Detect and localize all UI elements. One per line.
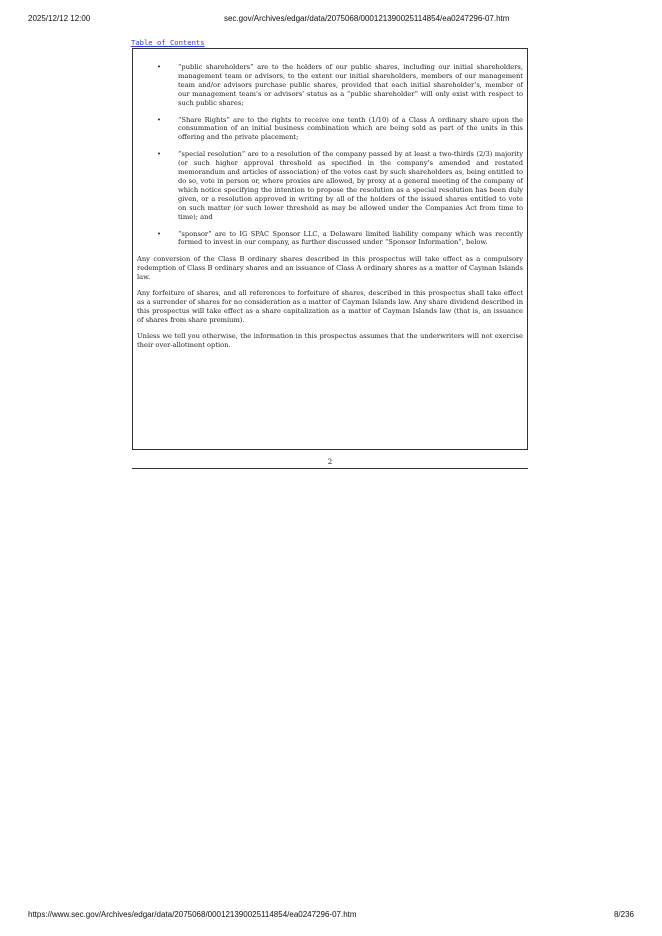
- definition-text: “special resolution” are to a resolution of the company passed by at least a two-thirds (2/3) majority (or such higher approval threshold as specified in the company’s amended and restated memorandum and articles of association) of the votes cast by such shareholders as, being entitled to do so, vote in person or, where proxies are allowed, by proxy at a general meeting of the company of which notice specifying the intention to propose the resolution as a special resolution has been duly given, or a resolution approved in writing by all of the holders of the issued shares entitled to vote on such matter (or such lower threshold as may be allowed under the Companies Act from time to time); and: [178, 150, 523, 221]
- definition-item: [137, 63, 523, 108]
- bullet-icon: •: [157, 229, 161, 238]
- bullet-icon: •: [157, 150, 161, 159]
- definitions-list: [137, 63, 523, 247]
- print-page-count: 8/236: [613, 910, 634, 919]
- conversion-paragraph: Any conversion of the Class B ordinary shares described in this prospectus will take effect as a compulsory redemption of Class B ordinary shares and an issuance of Class A ordinary shares as a matter of Cayman Islands law.: [137, 255, 523, 282]
- table-of-contents-link[interactable]: Table of Contents: [131, 38, 205, 47]
- print-datetime: 2025/12/12 12:00: [28, 14, 91, 23]
- document-content: [132, 48, 528, 450]
- definition-text: “sponsor” are to IG SPAC Sponsor LLC, a Delaware limited liability company which was recently formed to invest in our company, as further discussed under “Sponsor Information”, below.: [178, 229, 523, 247]
- bullet-icon: •: [157, 115, 161, 124]
- definition-text: “public shareholders” are to the holders of our public shares, including our initial shareholders, management team or advisors, to the extent our initial shareholders, members of our management team and/or advisors purchase public shares, provided that each initial shareholder’s, member of our management team’s or advisors’ status as a “public shareholder” will only exist with respect to such public shares;: [178, 63, 523, 107]
- assumption-paragraph: Unless we tell you otherwise, the information in this prospectus assumes that the underwriters will not exercise their over-allotment option.: [137, 331, 523, 349]
- definition-item: [137, 150, 523, 221]
- bullet-icon: •: [157, 63, 161, 71]
- print-header-url: sec.gov/Archives/edgar/data/2075068/000121390025114854/ea0247296-07.htm: [224, 14, 510, 23]
- print-header: [0, 14, 662, 26]
- page-number: 2: [327, 458, 333, 466]
- page-divider: [132, 468, 528, 469]
- print-footer-url: https://www.sec.gov/Archives/edgar/data/2075068/000121390025114854/ea0247296-07.htm: [28, 910, 357, 919]
- definition-text: “Share Rights” are to the rights to receive one tenth (1/10) of a Class A ordinary share upon the consummation of an initial business combination which are being sold as part of the units in this offering and the private placement;: [178, 115, 523, 142]
- definition-item: [137, 116, 523, 143]
- forfeiture-paragraph: Any forfeiture of shares, and all references to forfeiture of shares, described in this prospectus shall take effect as a surrender of shares for no consideration as a matter of Cayman Islands law. Any share dividend described in this prospectus will take effect as a share capitalization as a matter of Cayman Islands law (that is, an issuance of shares from share premium).: [137, 289, 523, 324]
- print-footer: [0, 910, 662, 922]
- definition-item: [137, 230, 523, 248]
